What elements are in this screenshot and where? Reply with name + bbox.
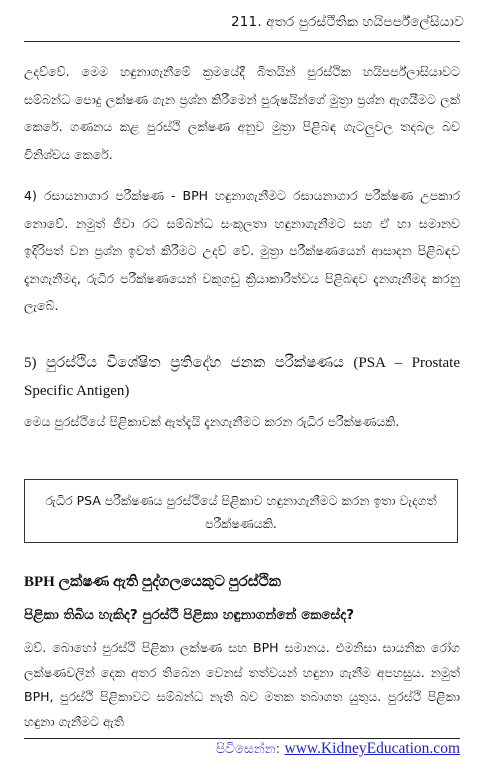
paragraph-bph-cancer: ඔව්. බොහෝ පුරස්ථි පිළිකා ලක්ෂණ සහ BPH සමානය. එමනිසා සායනික රෝග ලක්ෂණවලින් දෙක අතර තිබෙන වෙනස් තත්වයන් හඳුනා ගැනීම අපහසුය. නමුත් BPH, පුරස්ථි පිළිකාවට සම්බන්ධ නැති බව මතක තබාගත යුතුය. පුරස්ථි පිළිකා හඳුනා ගැනීමට ඇති (24, 640, 460, 729)
section-heading-line1 (24, 572, 460, 592)
kidney-education-link[interactable]: www.KidneyEducation.com (284, 740, 460, 757)
footer-label: පිවිසෙන්න: (216, 741, 281, 757)
page-header-title: 211. අතර පුරස්ථිතික හයිපර්ප්ලේසියාව (230, 14, 464, 30)
header-divider (24, 41, 460, 42)
section-heading-line2: පිළිකා තිබිය හැකිද? පුරස්ථි පිළිකා හඳුනාගන්නේ කෙසේද? (24, 607, 355, 623)
footer-divider (24, 738, 460, 739)
psa-callout-box (24, 479, 458, 543)
callout-text: රුධිර PSA පරීක්ෂණය පුරස්ථියේ පිළිකාව හඳුනාගැනීමට කරන ඉතා වැදගත් පරීක්ෂණයකි. (45, 493, 437, 531)
section-heading-line1-text: BPH ලක්ෂණ ඇති පුද්ගලයෙකුට පුරස්ථික (24, 574, 281, 590)
paragraph-lab-tests: 4) රසායනාගාර පරීක්ෂණ - BPH හඳුනාගැනීමට රසායනාගාර පරීක්ෂණ උපකාර නොවේ. නමුත් ජීවා රට සම්බන්ධ සංකූලතා හඳුනාගැනීමට සහ ඒ හා සමානව ඉදිරිපත් වන ප්‍රශ්න ඉවත් කිරීමට උදව් වේ. මුත්‍රා පරීක්ෂණයෙන් ආසාදන පිළිබඳව දැනගැනීමද, රුධිර පරීක්ෂණයෙන් වකුගඩු ක්‍රියාකාරීත්වය පිළිබඳව දැනගැනීමද කරනු ලැබේ. (24, 188, 460, 313)
psa-heading: 5) පුරස්ථිය විශේෂිත ප්‍රතිදේහ ජනක පරීක්ෂණය (PSA – Prostate Specific Antigen) (24, 355, 460, 399)
paragraph-psa: මෙය පුරස්ථියේ පිළිකාවක් ඇත්දැයි දැනගැනීමට කරන රුධිර පරීක්ෂණයකි. (24, 414, 400, 429)
paragraph-assessment: උදව්වේ. මෙම හඳුනාගැනීමේ ක්‍රමයේදී බිතයින් පුරස්ථික හයිපර්ප්ලාසියාවට සම්බන්ධ පොදු ලක්ෂණ ගැන ප්‍රශ්න කිරීමෙන් පුරුෂයින්ගේ මුත්‍රා ප්‍රශ්න ඇගයීමට ලක් කෙරේ. ගණනය කළ පුරස්ථි ලක්ෂණ අනුව මුත්‍රා පිළිබඳ ගැටලුවල තදබල බව විනිශ්චය කෙරේ. (24, 64, 460, 162)
footer (216, 740, 460, 758)
